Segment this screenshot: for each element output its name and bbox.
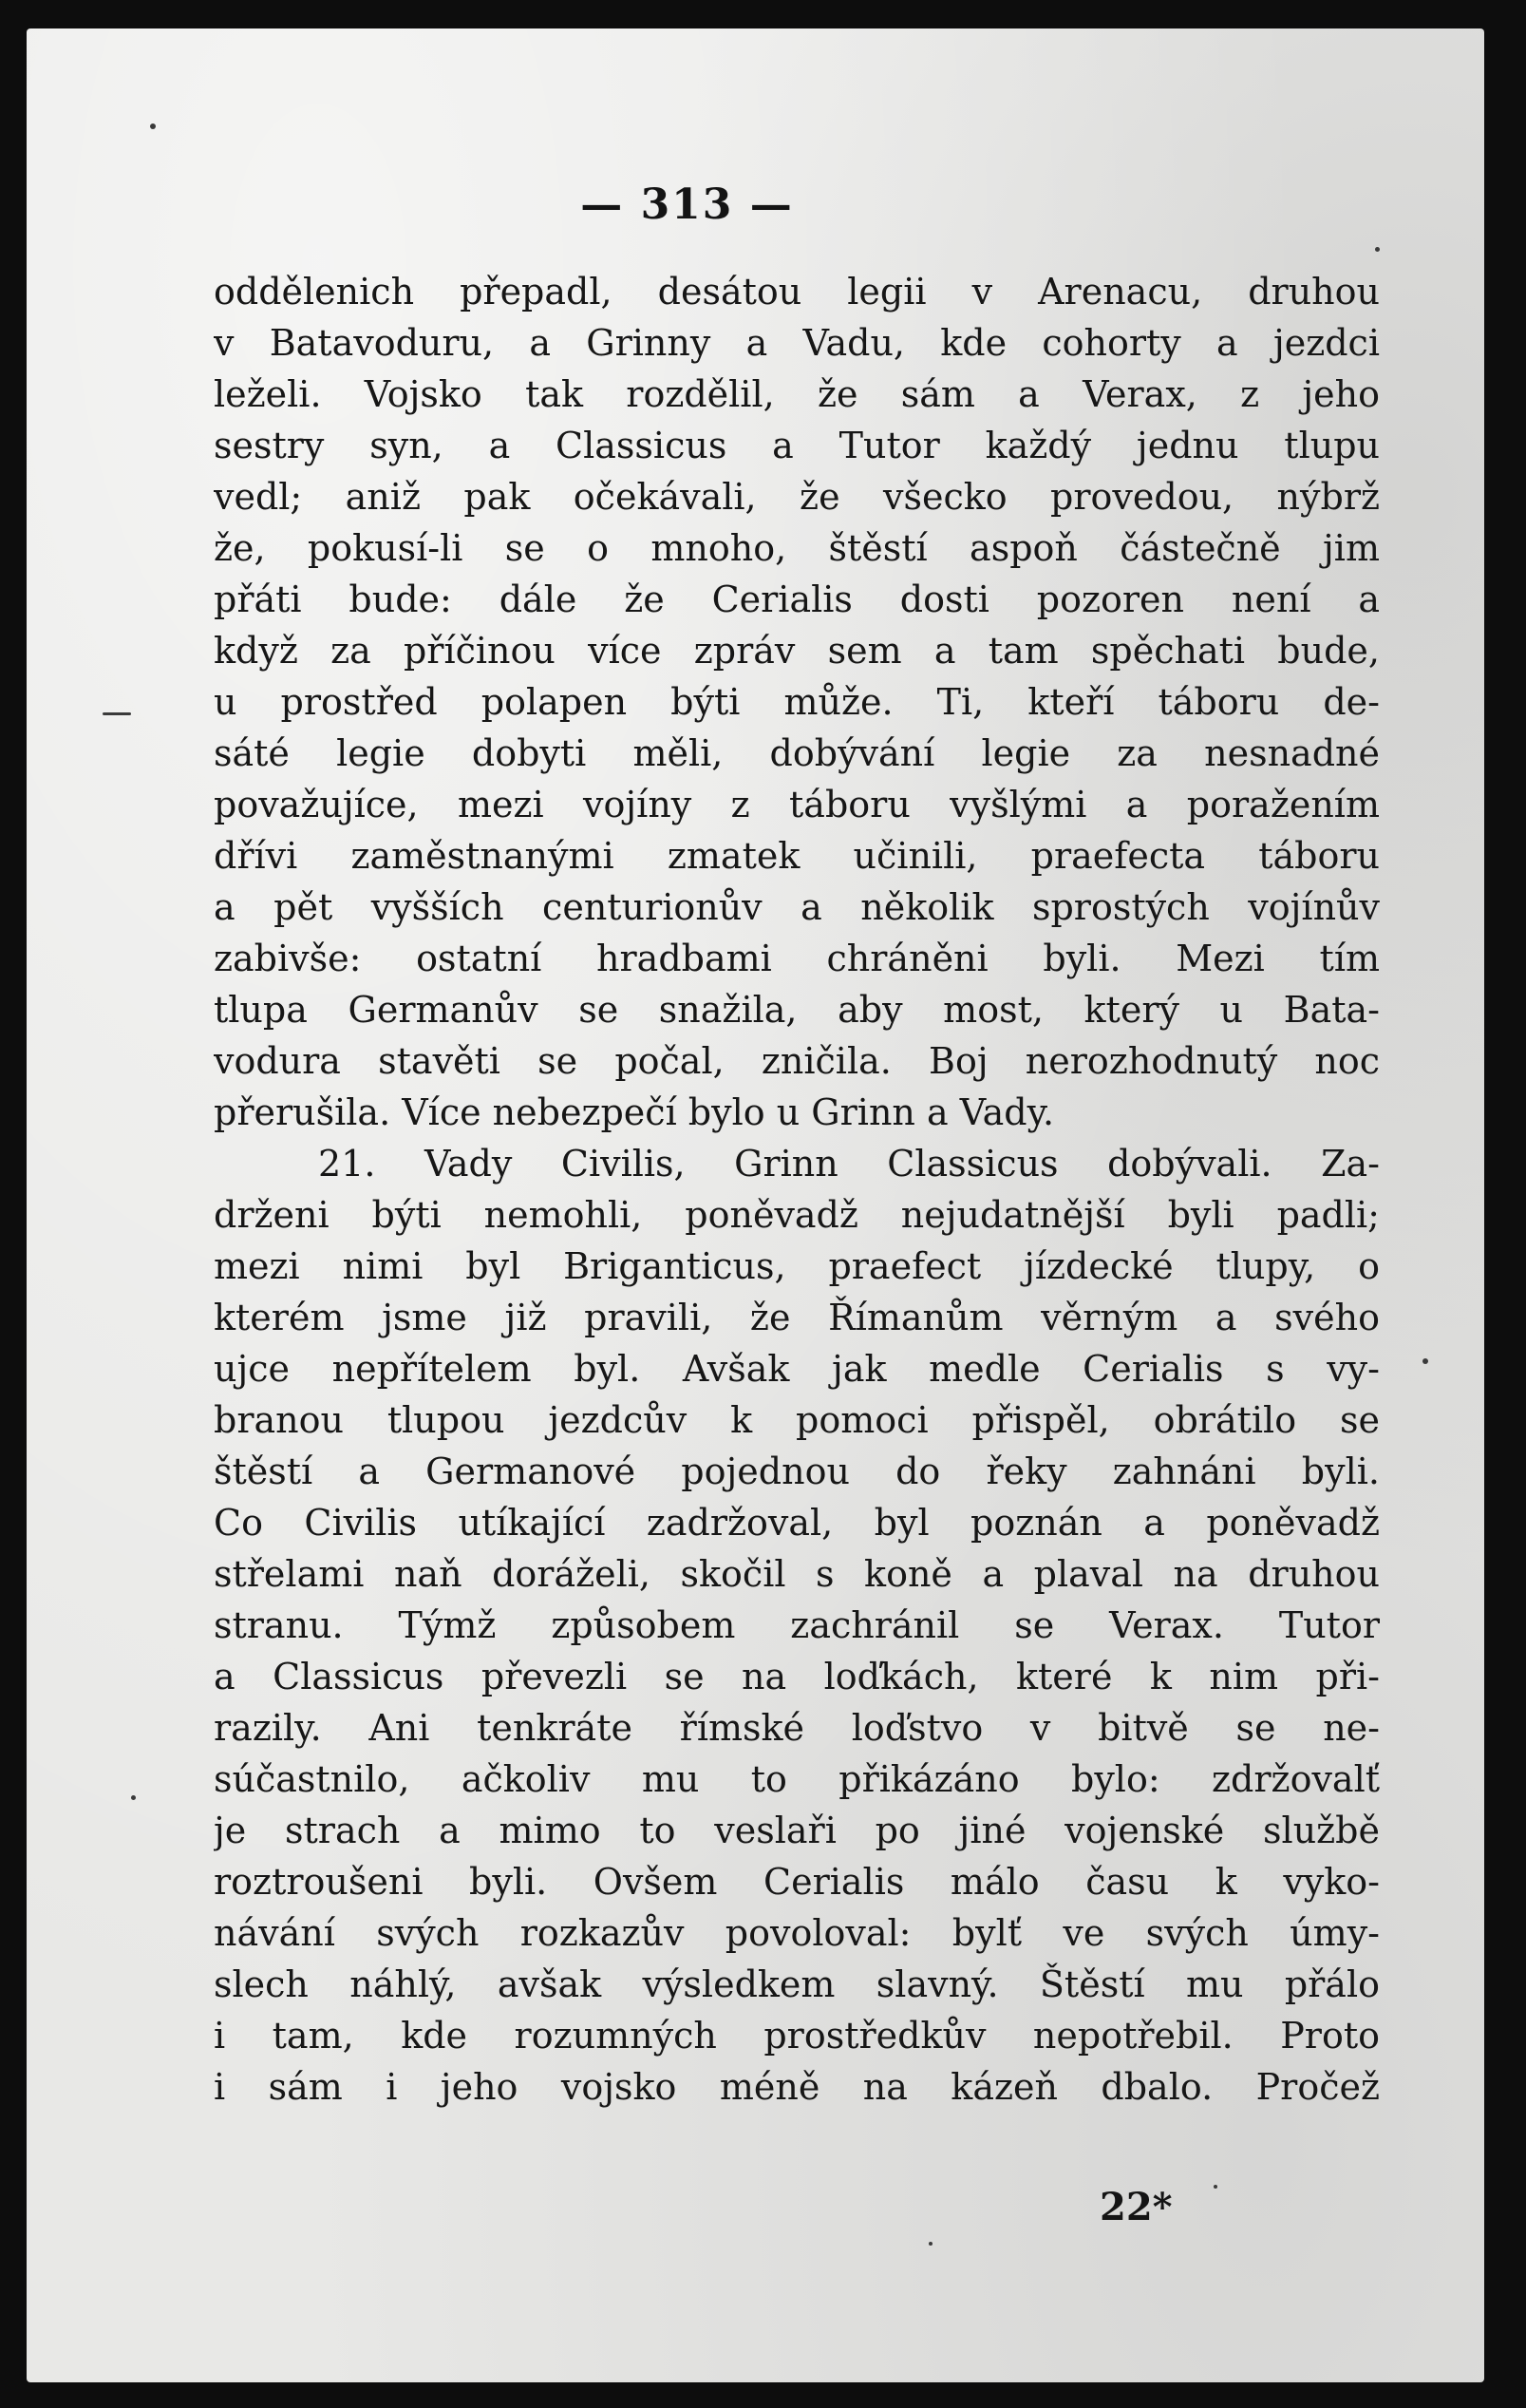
text-line: když za příčinou více zpráv sem a tam spěchati bude, xyxy=(214,630,1380,672)
text-line: 21. Vady Civilis, Grinn Classicus dobývali. Za- xyxy=(318,1143,1380,1185)
text-line: razily. Ani tenkráte římské loďstvo v bitvě se ne- xyxy=(214,1707,1380,1749)
scan-speck xyxy=(103,712,131,715)
text-line: vedl; aniž pak očekávali, že všecko provedou, nýbrž xyxy=(214,476,1380,518)
text-line: slech náhlý, avšak výsledkem slavný. Štěstí mu přálo xyxy=(214,1963,1380,2005)
scan-speck xyxy=(1422,1358,1428,1364)
text-line: vodura stavěti se počal, zničila. Boj nerozhodnutý noc xyxy=(214,1040,1380,1082)
text-line: střelami naň doráželi, skočil s koně a plaval na druhou xyxy=(214,1553,1380,1595)
text-line: oddělenich přepadl, desátou legii v Arenacu, druhou xyxy=(214,271,1380,313)
text-line: považujíce, mezi vojíny z táboru vyšlými a poražením xyxy=(214,784,1380,825)
text-line: a Classicus převezli se na loďkách, které k nim při- xyxy=(214,1656,1380,1697)
text-line: sestry syn, a Classicus a Tutor každý jednu tlupu xyxy=(214,425,1380,466)
text-line: roztroušeni byli. Ovšem Cerialis málo času k vyko- xyxy=(214,1861,1380,1903)
text-line: zabivše: ostatní hradbami chráněni byli. Mezi tím xyxy=(214,938,1380,979)
text-line: i tam, kde rozumných prostředkův nepotřebil. Proto xyxy=(214,2015,1380,2057)
text-line: sáté legie dobyti měli, dobývání legie za nesnadné xyxy=(214,732,1380,774)
text-line: je strach a mimo to veslaři po jiné vojenské službě xyxy=(214,1810,1380,1851)
text-line: Co Civilis utíkající zadržoval, byl poznán a poněvadž xyxy=(214,1502,1380,1544)
text-line: mezi nimi byl Briganticus, praefect jízdecké tlupy, o xyxy=(214,1245,1380,1287)
text-line: stranu. Týmž způsobem zachránil se Verax. Tutor xyxy=(214,1604,1380,1646)
text-line: že, pokusí-li se o mnoho, štěstí aspoň částečně jim xyxy=(214,527,1380,569)
text-line: tlupa Germanův se snažila, aby most, který u Bata- xyxy=(214,989,1380,1031)
text-line: ujce nepřítelem byl. Avšak jak medle Cerialis s vy- xyxy=(214,1348,1380,1390)
text-line: přáti bude: dále že Cerialis dosti pozoren není a xyxy=(214,578,1380,620)
text-line: a pět vyšších centurionův a několik sprostých vojínův xyxy=(214,886,1380,928)
text-line: štěstí a Germanové pojednou do řeky zahnáni byli. xyxy=(214,1450,1380,1492)
book-page xyxy=(27,28,1484,2382)
page-number: — 313 — xyxy=(580,180,794,229)
text-line: i sám i jeho vojsko méně na kázeň dbalo. Pročež xyxy=(214,2066,1380,2108)
text-line: návání svých rozkazův povoloval: bylť ve svých úmy- xyxy=(214,1912,1380,1954)
scan-speck xyxy=(929,2242,933,2246)
text-line: kterém jsme již pravili, že Římanům věrným a svého xyxy=(214,1297,1380,1338)
text-line: u prostřed polapen býti může. Ti, kteří táboru de- xyxy=(214,681,1380,723)
scan-speck xyxy=(1375,247,1380,252)
body-text xyxy=(214,266,1380,2113)
text-line: leželi. Vojsko tak rozdělil, že sám a Verax, z jeho xyxy=(214,373,1380,415)
text-line: v Batavoduru, a Grinny a Vadu, kde cohorty a jezdci xyxy=(214,322,1380,364)
text-line: branou tlupou jezdcův k pomoci přispěl, obrátilo se xyxy=(214,1399,1380,1441)
text-line: přerušila. Více nebezpečí bylo u Grinn a Vady. xyxy=(214,1091,1055,1133)
text-line: drženi býti nemohli, poněvadž nejudatnější byli padli; xyxy=(214,1194,1380,1236)
text-line: súčastnilo, ačkoliv mu to přikázáno bylo: zdržovalť xyxy=(214,1758,1380,1800)
scan-speck xyxy=(131,1795,136,1800)
text-line: dřívi zaměstnanými zmatek učinili, praefecta táboru xyxy=(214,835,1380,877)
signature-mark: 22* xyxy=(1100,2185,1173,2229)
scan-speck xyxy=(1214,2185,1217,2189)
scan-speck xyxy=(150,123,156,129)
